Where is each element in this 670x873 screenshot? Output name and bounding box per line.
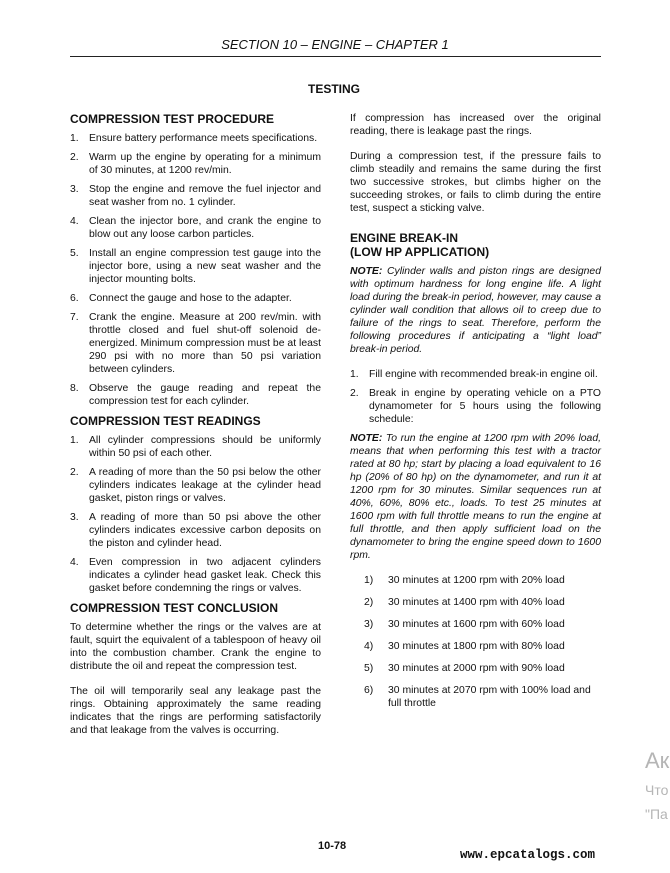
- step-number: 6.: [70, 293, 79, 304]
- step-number: 4.: [70, 557, 79, 568]
- step-text: Fill engine with recommended break-in engine oil.: [369, 369, 598, 380]
- step-text: Ensure battery performance meets specifications.: [89, 133, 318, 144]
- breakin-note-1: [350, 265, 601, 356]
- readings-steps: [70, 434, 321, 595]
- list-item: [350, 574, 601, 587]
- list-item: [350, 596, 601, 609]
- step-text: Clean the injector bore, and crank the engine to blow out any loose carbon particles.: [89, 216, 321, 240]
- site-url: www.epcatalogs.com: [460, 848, 596, 862]
- list-item: [70, 215, 321, 241]
- list-item: [70, 511, 321, 550]
- step-text: Warm up the engine by operating for a minimum of 30 minutes, at 1200 rev/min.: [89, 152, 321, 176]
- list-item: [70, 556, 321, 595]
- step-number: 5.: [70, 248, 79, 259]
- schedule-number: 6): [364, 685, 374, 696]
- step-text: Break in engine by operating vehicle on a PTO dynamometer for 5 hours using the following schedule:: [369, 388, 601, 425]
- step-text: Connect the gauge and hose to the adapter.: [89, 293, 292, 304]
- step-number: 2.: [350, 388, 359, 399]
- step-number: 3.: [70, 184, 79, 195]
- list-item: [350, 662, 601, 675]
- step-text: A reading of more than the 50 psi below the other cylinders indicates leakage at the cylinder head gasket, piston rings or valves.: [89, 467, 321, 504]
- list-item: [70, 151, 321, 177]
- list-item: [350, 618, 601, 631]
- list-item: [70, 132, 321, 145]
- conclusion-heading: COMPRESSION TEST CONCLUSION: [70, 601, 279, 615]
- schedule-number: 1): [364, 575, 374, 586]
- list-item: [350, 684, 601, 710]
- step-text: Stop the engine and remove the fuel injector and seat washer from no. 1 cylinder.: [89, 184, 321, 208]
- step-number: 4.: [70, 216, 79, 227]
- list-item: [350, 368, 601, 381]
- breakin-heading-line2: (LOW HP APPLICATION): [350, 245, 490, 259]
- note-label: NOTE:: [350, 266, 383, 277]
- procedure-heading: COMPRESSION TEST PROCEDURE: [70, 112, 275, 126]
- step-text: Install an engine compression test gauge into the injector bore, using a new seat washer and the injector mounting bolts.: [89, 248, 321, 285]
- list-item: [350, 640, 601, 653]
- schedule-text: 30 minutes at 2070 rpm with 100% load and full throttle: [388, 685, 591, 709]
- note-text: Cylinder walls and piston rings are designed with optimum hardness for long engine life. A light load during the break-in period, however, may cause a cylinder wall condition that allows oil to creep due to failure of the rings to seat. Therefore, perform the following procedures if anticipating a “light load” break-in period.: [350, 266, 601, 355]
- schedule-number: 2): [364, 597, 374, 608]
- schedule-number: 4): [364, 641, 374, 652]
- section-header: SECTION 10 – ENGINE – CHAPTER 1: [221, 37, 449, 52]
- step-number: 8.: [70, 383, 79, 394]
- note-text: To run the engine at 1200 rpm with 20% load, means that when performing this test with a tractor rated at 80 hp; start by placing a load equivalent to 16 hp (20% of 80 hp) on the dynamometer, and run it at 1200 rpm for 30 minutes. Similar sequences run at 40%, 60%, 80% etc., loads. To test 25 minutes at 1600 rpm with full throttle means to run the engine at full throttle, and then apply sufficient load on the dynamometer to bring the engine speed down to 1600 rpm.: [350, 433, 601, 561]
- compression-paragraph-1: If compression has increased over the original reading, there is leakage past the rings.: [350, 113, 601, 137]
- breakin-note-2: [350, 432, 601, 562]
- step-text: Observe the gauge reading and repeat the compression test for each cylinder.: [89, 383, 321, 407]
- schedule-text: 30 minutes at 1800 rpm with 80% load: [388, 641, 565, 652]
- list-item: [70, 466, 321, 505]
- step-number: 3.: [70, 512, 79, 523]
- schedule-text: 30 minutes at 1200 rpm with 20% load: [388, 575, 565, 586]
- breakin-heading-line1: ENGINE BREAK-IN: [350, 231, 459, 245]
- step-number: 2.: [70, 467, 79, 478]
- step-number: 1.: [70, 435, 79, 446]
- compression-paragraph-2: During a compression test, if the pressure fails to climb steadily and remains the same during the first two successive strokes, but climbs higher on the succeeding strokes, or fails to climb during the entire test, suspect a sticking valve.: [350, 151, 601, 214]
- step-text: All cylinder compressions should be uniformly within 50 psi of each other.: [89, 435, 321, 459]
- watermark-line-2: Что: [645, 782, 669, 798]
- list-item: [70, 247, 321, 286]
- conclusion-paragraph-1: To determine whether the rings or the valves are at fault, squirt the equivalent of a tablespoon of heavy oil into the combustion chamber. Crank the engine to distribute the oil and repeat the compression test.: [70, 622, 321, 672]
- conclusion-paragraph-2: The oil will temporarily seal any leakage past the rings. Obtaining approximately the same reading indicates that the rings are performing satisfactorily and that leakage from the valves is occurring.: [70, 686, 321, 736]
- list-item: [70, 311, 321, 376]
- header-divider: [70, 56, 601, 57]
- watermark-line-3: "Па: [645, 806, 668, 822]
- step-text: Crank the engine. Measure at 200 rev/min. with throttle closed and fuel shut-off solenoid de-energized. Minimum compression must be at least 290 psi with no more than 50 psi variation between cylinders.: [89, 312, 321, 375]
- breakin-steps: [350, 368, 601, 426]
- schedule-text: 30 minutes at 1400 rpm with 40% load: [388, 597, 565, 608]
- step-text: Even compression in two adjacent cylinders indicates a cylinder head gasket leak. Check this gasket before condemning the rings or valves.: [89, 557, 321, 594]
- step-number: 1.: [70, 133, 79, 144]
- right-column: [350, 112, 601, 719]
- schedule-text: 30 minutes at 2000 rpm with 90% load: [388, 663, 565, 674]
- list-item: [70, 434, 321, 460]
- step-number: 7.: [70, 312, 79, 323]
- breakin-heading: [350, 231, 601, 259]
- list-item: [350, 387, 601, 426]
- testing-title: TESTING: [307, 82, 360, 96]
- watermark-line-1: Ак: [645, 748, 670, 773]
- list-item: [70, 183, 321, 209]
- step-number: 2.: [70, 152, 79, 163]
- schedule-text: 30 minutes at 1600 rpm with 60% load: [388, 619, 565, 630]
- list-item: [70, 292, 321, 305]
- readings-heading: COMPRESSION TEST READINGS: [70, 414, 261, 428]
- step-number: 1.: [350, 369, 359, 380]
- schedule-number: 5): [364, 663, 374, 674]
- breakin-schedule: [350, 574, 601, 710]
- step-text: A reading of more than 50 psi above the other cylinders indicates excessive carbon deposits on the piston and cylinder head.: [89, 512, 321, 549]
- page-number: 10-78: [318, 840, 347, 852]
- left-column: [70, 112, 321, 737]
- note-label: NOTE:: [350, 433, 383, 444]
- schedule-number: 3): [364, 619, 374, 630]
- procedure-steps: [70, 132, 321, 408]
- list-item: [70, 382, 321, 408]
